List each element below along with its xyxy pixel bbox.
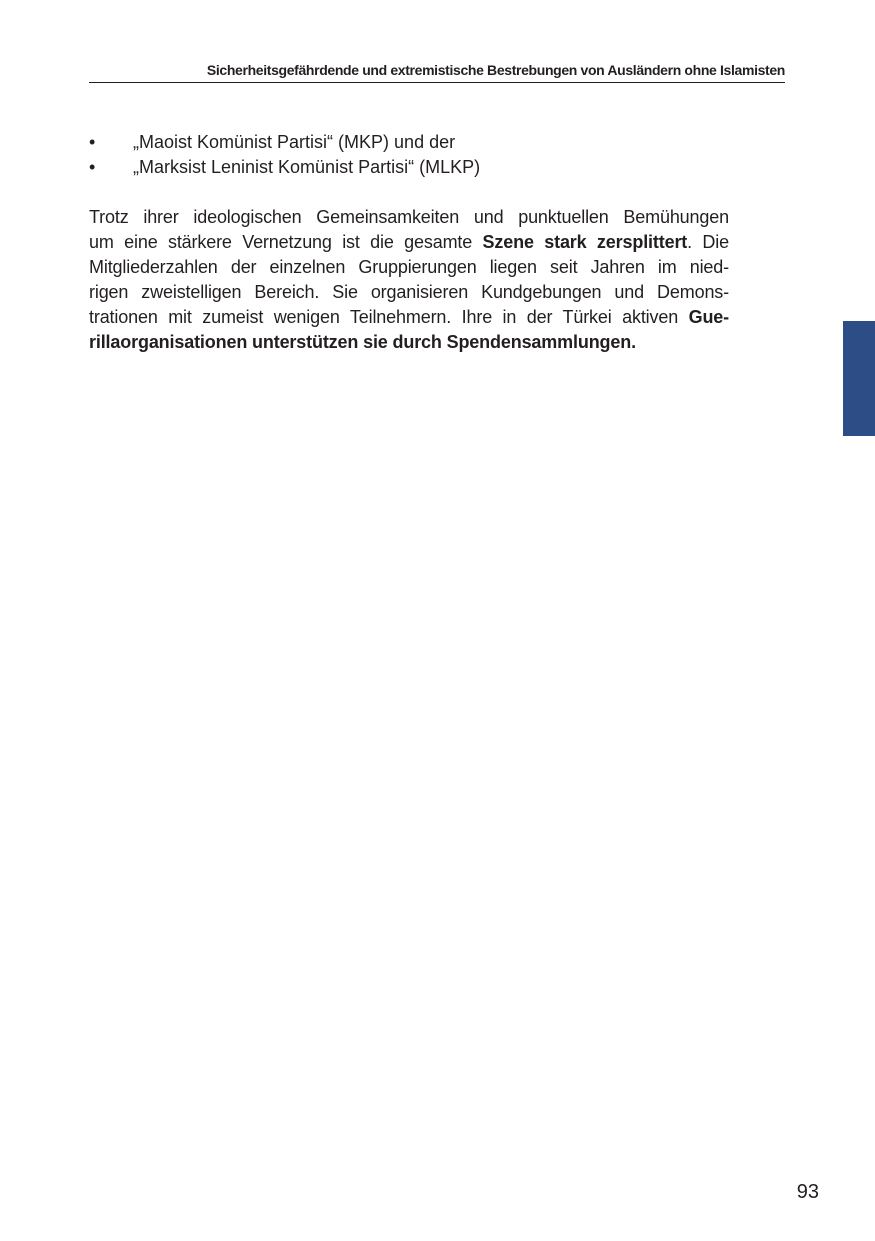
paragraph-line [89, 305, 729, 330]
page-number: 93 [796, 1181, 819, 1203]
running-header [89, 58, 785, 83]
paragraph-text: . Die [687, 232, 729, 252]
paragraph-line: Mitgliederzahlen der einzelnen Gruppierungen liegen seit Jahren im nied- [89, 257, 729, 277]
bullet-list [89, 130, 729, 180]
list-item [89, 130, 729, 155]
list-item [89, 155, 729, 180]
bullet-marker: • [89, 132, 96, 152]
bullet-marker: • [89, 157, 96, 177]
paragraph-line: Trotz ihrer ideologischen Gemeinsamkeiten und punktuellen Bemühungen [89, 207, 729, 227]
paragraph-emphasis: rillaorganisationen unterstützen sie durch Spendensammlungen. [89, 332, 636, 352]
paragraph-line: rigen zweistelligen Bereich. Sie organisieren Kundgebungen und Demons- [89, 282, 729, 302]
paragraph-text: trationen mit zumeist wenigen Teilnehmern. Ihre in der Türkei aktiven [89, 307, 689, 327]
list-item-text: „Maoist Komünist Partisi“ (MKP) und der [133, 132, 456, 152]
paragraph-line [89, 330, 729, 355]
running-header-title: Sicherheitsgefährdende und extremistische Bestrebungen von Ausländern ohne Islamisten [206, 62, 785, 78]
paragraph-text: um eine stärkere Vernetzung ist die gesamte [89, 232, 483, 252]
paragraph-line [89, 230, 729, 255]
list-item-text: „Marksist Leninist Komünist Partisi“ (MLKP) [133, 157, 481, 177]
paragraph-emphasis: Szene stark zersplittert [482, 232, 688, 252]
body-paragraph [89, 205, 729, 355]
paragraph-emphasis: Gue- [688, 307, 729, 327]
chapter-side-tab [843, 321, 875, 436]
